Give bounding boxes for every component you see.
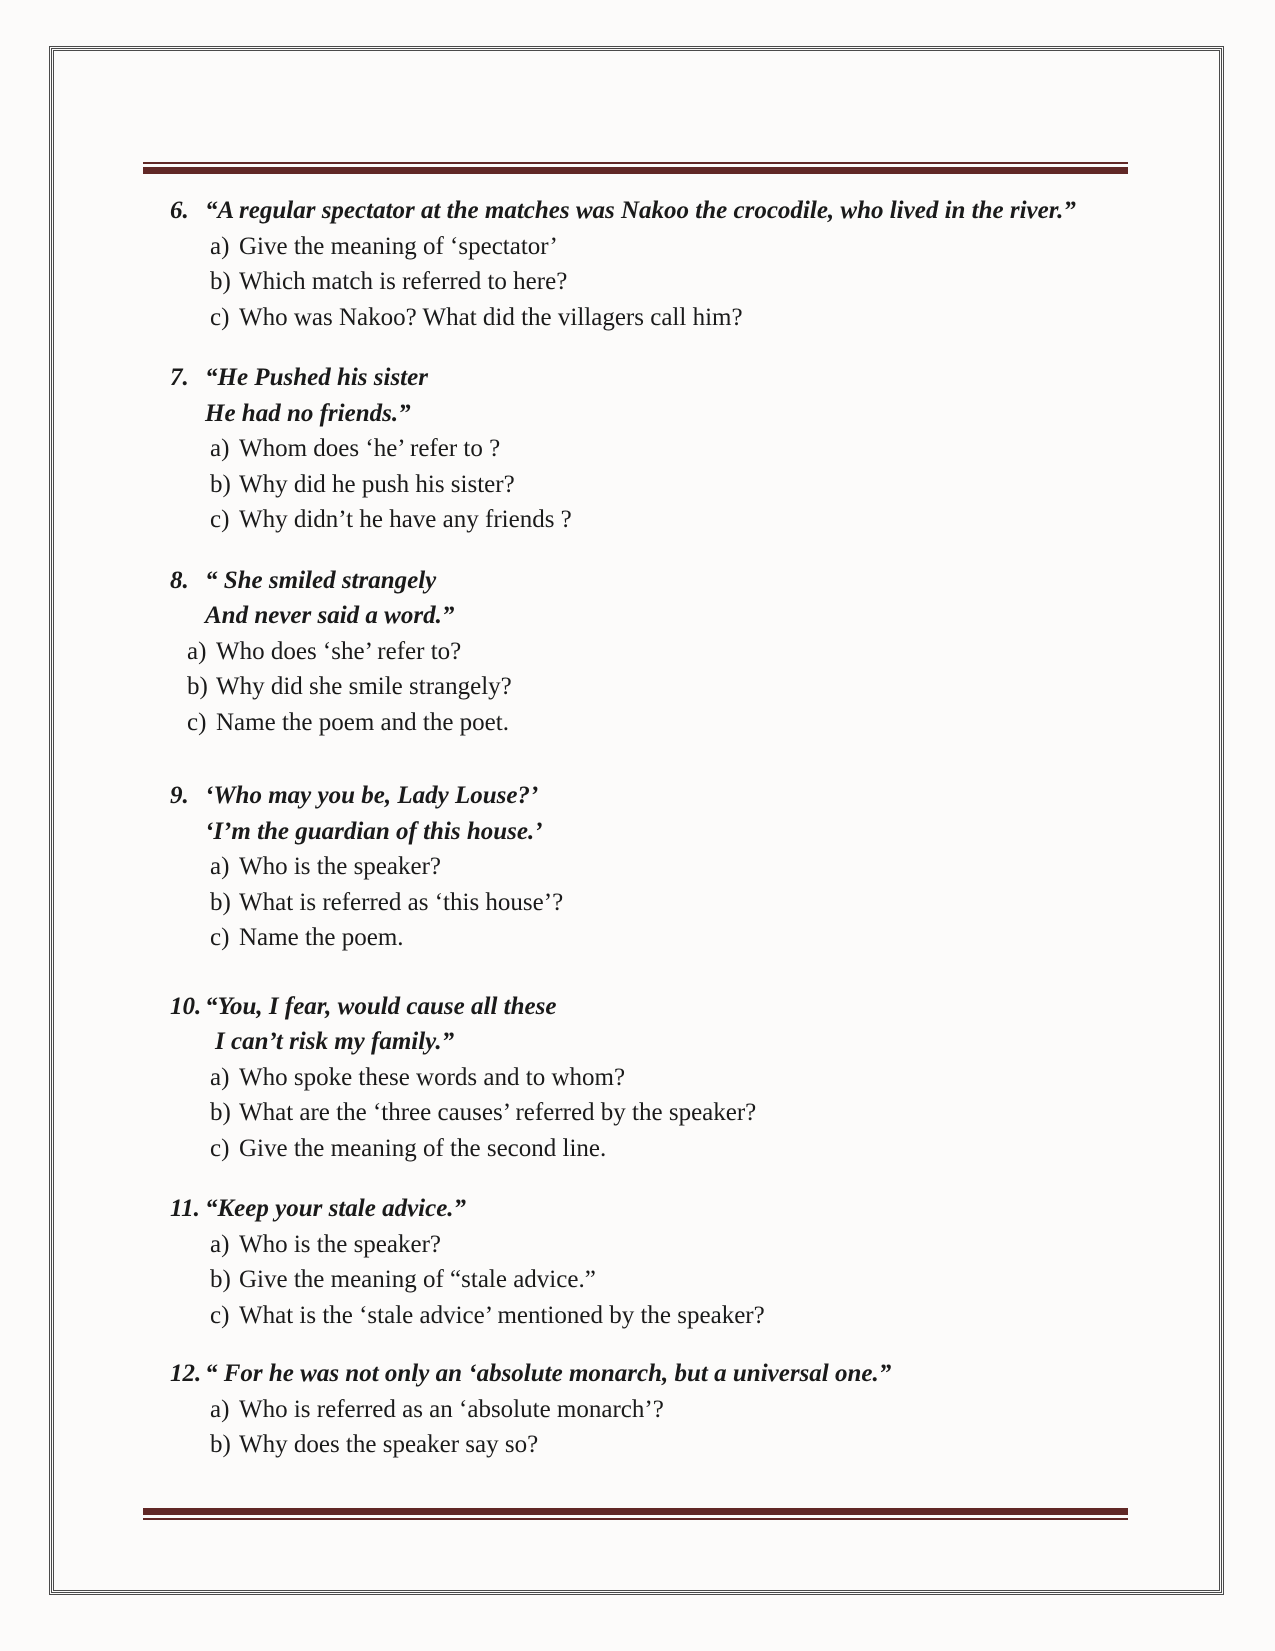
option-label: a) xyxy=(210,1063,230,1091)
option-label: c) xyxy=(210,1301,230,1329)
option-row xyxy=(210,885,1128,921)
question-12 xyxy=(143,1356,1128,1463)
option-label: b) xyxy=(210,888,231,916)
bottom-rule xyxy=(143,1508,1128,1520)
option-text: Who was Nakoo? What did the villagers call him? xyxy=(239,303,743,331)
option-row xyxy=(187,705,1128,741)
option-label: c) xyxy=(187,708,207,736)
option-row xyxy=(210,1227,1128,1263)
quote-line: I can’t risk my family.” xyxy=(215,1028,455,1055)
option-row xyxy=(210,1392,1128,1428)
question-number: 10. xyxy=(170,992,202,1020)
quote-line: “ For he was not only an ‘absolute monarch, but a universal one.” xyxy=(205,1360,892,1387)
option-row xyxy=(187,669,1128,705)
quote-line: “ She smiled strangely xyxy=(205,566,437,594)
option-label: a) xyxy=(187,637,207,665)
option-row xyxy=(210,502,1128,538)
option-label: b) xyxy=(210,268,231,295)
option-label: a) xyxy=(210,853,230,880)
question-number: 6. xyxy=(170,197,189,224)
option-label: b) xyxy=(210,1099,231,1126)
quote-line: “A regular spectator at the matches was Nakoo the crocodile, who lived in the river.” xyxy=(205,197,1076,224)
question-number: 9. xyxy=(170,782,189,809)
bottom-rule-thin-line xyxy=(143,1518,1128,1520)
option-text: Which match is referred to here? xyxy=(239,268,568,295)
option-text: What are the ‘three causes’ referred by the speaker? xyxy=(239,1099,757,1126)
option-label: b) xyxy=(210,1266,231,1293)
option-row xyxy=(210,431,1128,467)
question-number: 8. xyxy=(170,566,189,594)
question-number: 7. xyxy=(170,364,189,391)
option-text: Whom does ‘he’ refer to ? xyxy=(239,435,501,462)
option-row xyxy=(210,300,1128,336)
option-text: Name the poem. xyxy=(239,924,404,951)
question-8 xyxy=(143,563,1128,741)
question-10 xyxy=(143,989,1128,1167)
option-label: c) xyxy=(210,303,230,331)
option-label: c) xyxy=(210,506,230,533)
bottom-rule-thick-bar xyxy=(143,1508,1128,1515)
option-row xyxy=(210,467,1128,503)
quote-line: “He Pushed his sister xyxy=(205,364,428,391)
option-text: Give the meaning of “stale advice.” xyxy=(239,1266,596,1293)
option-label: b) xyxy=(187,673,208,700)
option-label: a) xyxy=(210,435,230,462)
option-label: b) xyxy=(210,470,231,498)
questions-list xyxy=(143,193,1128,1488)
quote-line: ‘I’m the guardian of this house.’ xyxy=(205,817,543,845)
option-text: Why did he push his sister? xyxy=(239,470,515,498)
option-label: b) xyxy=(210,1431,231,1458)
option-label: c) xyxy=(210,924,230,951)
option-label: c) xyxy=(210,1134,230,1162)
option-row xyxy=(210,1060,1128,1096)
quote-line: He had no friends.” xyxy=(205,399,411,427)
quote-line: “You, I fear, would cause all these xyxy=(205,992,557,1020)
option-text: Who does ‘she’ refer to? xyxy=(216,637,462,665)
option-text: Who is the speaker? xyxy=(239,853,442,880)
option-text: Give the meaning of the second line. xyxy=(239,1134,607,1162)
option-text: What is the ‘stale advice’ mentioned by the speaker? xyxy=(239,1301,765,1329)
option-row xyxy=(210,1095,1128,1131)
top-rule xyxy=(143,162,1128,174)
option-text: Who is referred as an ‘absolute monarch’? xyxy=(239,1395,664,1423)
option-row xyxy=(210,1262,1128,1298)
option-row xyxy=(210,849,1128,885)
option-text: What is referred as ‘this house’? xyxy=(239,888,564,916)
option-text: Why does the speaker say so? xyxy=(239,1431,539,1458)
option-text: Why didn’t he have any friends ? xyxy=(239,506,572,533)
quote-line: “Keep your stale advice.” xyxy=(205,1195,467,1222)
quote-line: And never said a word.” xyxy=(205,602,455,629)
option-text: Give the meaning of ‘spectator’ xyxy=(239,232,558,260)
question-11 xyxy=(143,1191,1128,1333)
option-row xyxy=(210,920,1128,956)
question-number: 12. xyxy=(170,1360,202,1387)
question-9 xyxy=(143,778,1128,956)
option-label: a) xyxy=(210,232,230,260)
option-row xyxy=(210,1298,1128,1334)
question-number: 11. xyxy=(170,1195,200,1222)
question-7 xyxy=(143,360,1128,538)
question-6 xyxy=(143,193,1128,335)
option-row xyxy=(210,229,1128,265)
option-text: Why did she smile strangely? xyxy=(216,673,512,700)
top-rule-thick-bar xyxy=(143,167,1128,174)
option-row xyxy=(210,264,1128,300)
option-label: a) xyxy=(210,1395,230,1423)
option-row xyxy=(187,634,1128,670)
option-row xyxy=(210,1131,1128,1167)
option-text: Name the poem and the poet. xyxy=(216,708,509,736)
option-text: Who spoke these words and to whom? xyxy=(239,1063,626,1091)
option-text: Who is the speaker? xyxy=(239,1230,442,1258)
option-label: a) xyxy=(210,1230,230,1258)
quote-line: ‘Who may you be, Lady Louse?’ xyxy=(205,782,539,809)
option-row xyxy=(210,1427,1128,1463)
